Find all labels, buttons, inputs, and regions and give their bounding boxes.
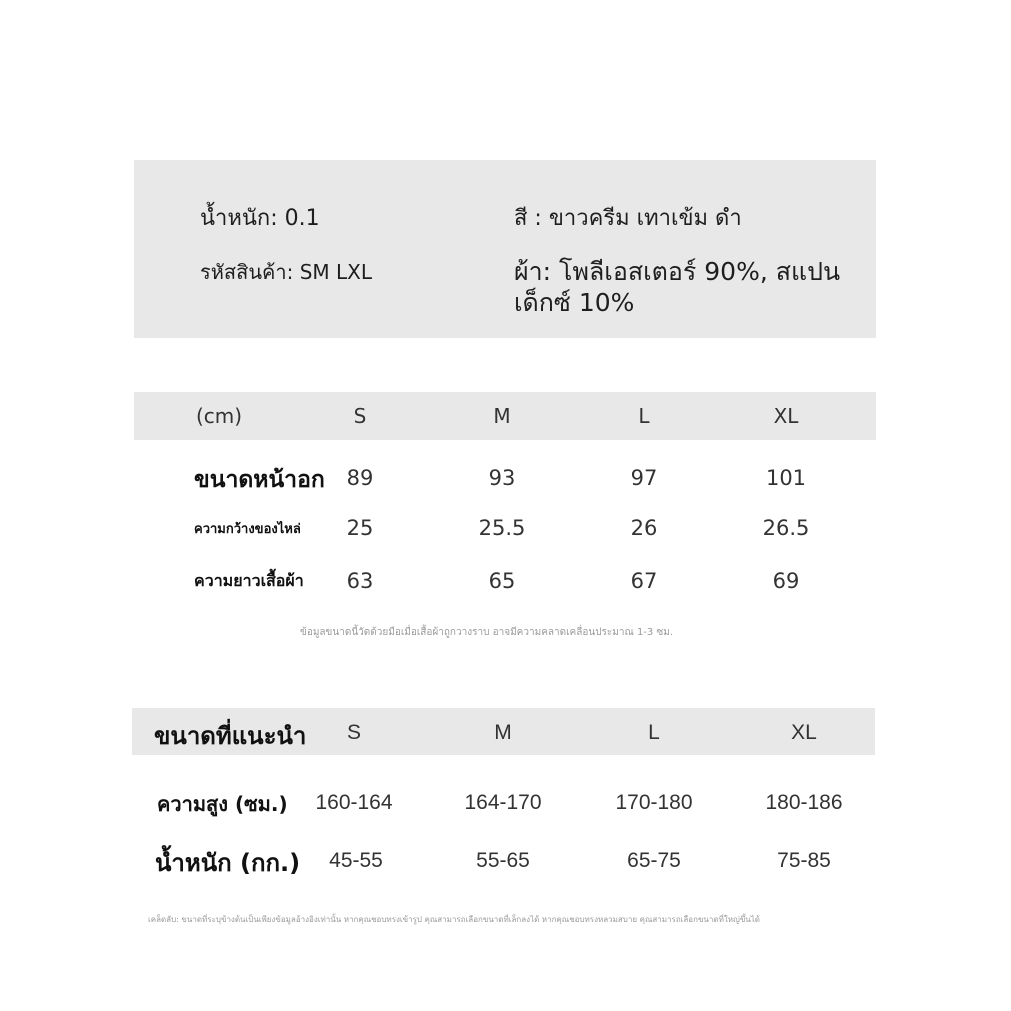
table-cell: 45-55 xyxy=(329,849,383,872)
rec-size-col-xl: XL xyxy=(791,721,817,744)
size-col-l: L xyxy=(638,404,650,428)
row-label-chest: ขนาดหน้าอก xyxy=(194,467,325,493)
table-cell: 101 xyxy=(765,466,807,490)
measurement-note: ข้อมูลขนาดนี้วัดด้วยมือเมื่อเสื้อผ้าถูกวางราบ อาจมีความคลาดเคลื่อนประมาณ 1-3 ซม. xyxy=(300,627,674,638)
recommended-title: ขนาดที่แนะนำ xyxy=(154,722,307,750)
rec-size-col-m: M xyxy=(494,721,512,744)
table-cell: 69 xyxy=(772,569,800,593)
size-col-xl: XL xyxy=(773,404,799,428)
product-code-text: รหัสสินค้า: SM LXL xyxy=(200,260,373,284)
recommended-header xyxy=(132,708,875,755)
rec-size-col-l: L xyxy=(648,721,660,744)
table-cell: 160-164 xyxy=(315,791,393,814)
table-cell: 180-186 xyxy=(765,791,843,814)
table-cell: 75-85 xyxy=(777,849,831,872)
table-cell: 93 xyxy=(488,466,516,490)
color-text: สี : ขาวครีม เทาเข้ม ดำ xyxy=(514,206,742,231)
size-col-s: S xyxy=(353,404,367,428)
row-label-shoulder: ความกว้างของไหล่ xyxy=(194,522,301,537)
table-cell: 65-75 xyxy=(627,849,681,872)
product-info-panel xyxy=(134,160,876,338)
table-cell: 65 xyxy=(488,569,516,593)
unit-label: (cm) xyxy=(196,404,243,428)
weight-text: น้ำหนัก: 0.1 xyxy=(200,206,320,231)
table-cell: 63 xyxy=(346,569,374,593)
size-chart-header xyxy=(134,392,876,440)
rec-size-col-s: S xyxy=(346,721,362,744)
table-cell: 26.5 xyxy=(762,516,810,540)
row-label-weight: น้ำหนัก (กก.) xyxy=(155,849,301,877)
fabric-text: ผ้า: โพลีเอสเตอร์ 90%, สแปนเด็กซ์ 10% xyxy=(514,257,841,317)
table-cell: 89 xyxy=(346,466,374,490)
size-col-m: M xyxy=(493,404,511,428)
table-cell: 170-180 xyxy=(615,791,693,814)
sizing-tip-note: เคล็ดลับ: ขนาดที่ระบุข้างต้นเป็นเพียงข้อมูลอ้างอิงเท่านั้น หากคุณชอบทรงเข้ารูป คุณสามารถเลือกขนาดที่เล็กลงได้ หากคุณชอบทรงหลวมสบาย คุณสามารถเลือกขนาดที่ใหญ่ขึ้นได้ xyxy=(148,915,760,924)
table-cell: 25 xyxy=(346,516,374,540)
table-cell: 55-65 xyxy=(476,849,530,872)
table-cell: 67 xyxy=(630,569,658,593)
row-label-height: ความสูง (ซม.) xyxy=(157,792,288,816)
table-cell: 25.5 xyxy=(478,516,526,540)
table-cell: 164-170 xyxy=(464,791,542,814)
table-cell: 97 xyxy=(630,466,658,490)
row-label-length: ความยาวเสื้อผ้า xyxy=(194,571,304,590)
table-cell: 26 xyxy=(630,516,658,540)
